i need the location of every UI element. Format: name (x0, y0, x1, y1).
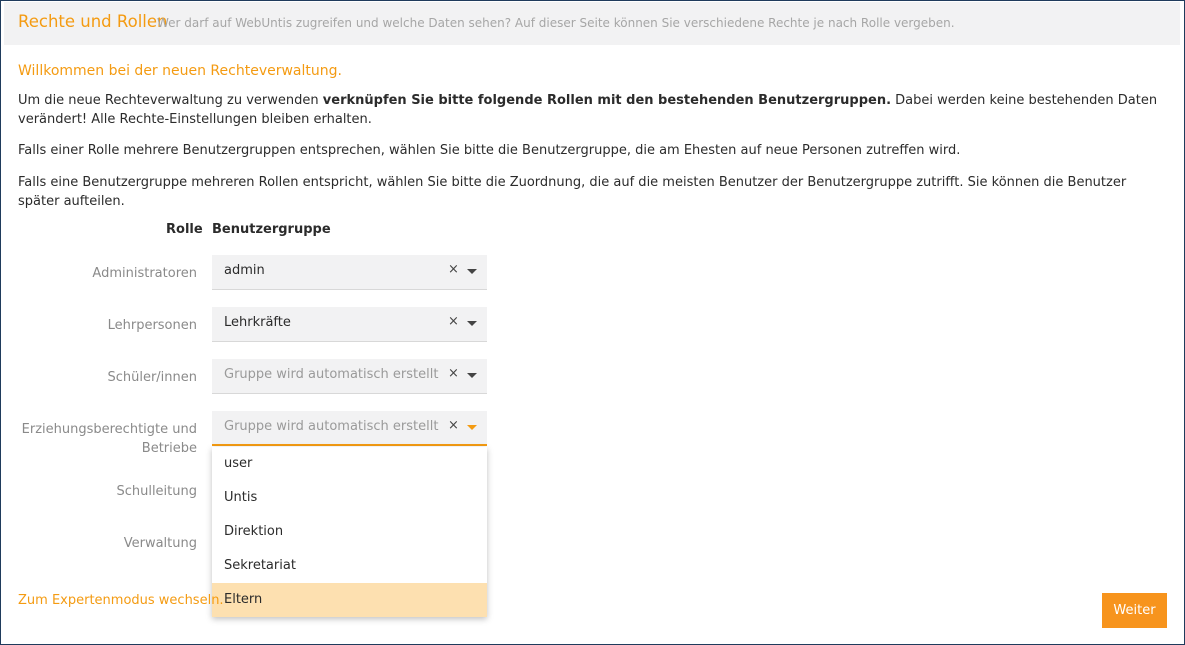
chevron-down-icon[interactable] (467, 321, 477, 326)
intro-paragraph-1 (18, 91, 1168, 129)
welcome-heading: Willkommen bei der neuen Rechteverwaltung. (18, 63, 342, 79)
role-label-lehrpersonen: Lehrpersonen (107, 318, 197, 333)
group-column-header: Benutzergruppe (212, 222, 331, 237)
role-label-verwaltung: Verwaltung (123, 536, 197, 551)
group-select-lehrpersonen[interactable] (212, 307, 487, 342)
group-dropdown-menu (212, 447, 487, 617)
select-placeholder: Gruppe wird automatisch erstellt (224, 419, 439, 434)
role-label-schueler: Schüler/innen (107, 370, 197, 385)
intro-text-start: Um die neue Rechteverwaltung zu verwenden (18, 93, 323, 108)
group-select-schueler[interactable] (212, 359, 487, 394)
chevron-down-icon[interactable] (467, 373, 477, 378)
chevron-down-icon[interactable] (467, 425, 477, 430)
role-label-schulleitung: Schulleitung (116, 484, 197, 499)
dropdown-option-user[interactable]: user (224, 456, 253, 471)
page-title: Rechte und Rollen (18, 12, 168, 31)
dropdown-option-direktion[interactable]: Direktion (224, 524, 284, 539)
intro-paragraph-2: Falls einer Rolle mehrere Benutzergruppen entsprechen, wählen Sie bitte die Benutzergruppe, die am Ehesten auf neue Personen zutreffen wird. (18, 143, 961, 158)
select-value: admin (224, 263, 265, 278)
group-select-erziehungsberechtigte[interactable] (212, 411, 487, 446)
select-placeholder: Gruppe wird automatisch erstellt (224, 367, 439, 382)
clear-icon[interactable]: × (448, 262, 459, 277)
dropdown-option-sekretariat[interactable]: Sekretariat (224, 558, 296, 573)
role-label-administratoren: Administratoren (92, 266, 197, 281)
clear-icon[interactable]: × (448, 366, 459, 381)
role-column-header: Rolle (166, 222, 203, 237)
select-value: Lehrkräfte (224, 315, 291, 330)
role-label-erziehungsberechtigte: Erziehungsberechtigte und Betriebe (21, 422, 197, 456)
next-button[interactable]: Weiter (1102, 593, 1167, 628)
clear-icon[interactable]: × (448, 418, 459, 433)
expert-mode-link[interactable]: Zum Expertenmodus wechseln. (18, 593, 224, 608)
page-header (4, 2, 1180, 45)
group-select-administratoren[interactable] (212, 255, 487, 290)
dropdown-option-untis[interactable]: Untis (224, 490, 258, 505)
dropdown-option-eltern[interactable]: Eltern (212, 583, 487, 617)
chevron-down-icon[interactable] (467, 269, 477, 274)
intro-text-bold: verknüpfen Sie bitte folgende Rollen mit den bestehenden Benutzergruppen. (322, 93, 892, 108)
clear-icon[interactable]: × (448, 314, 459, 329)
intro-paragraph-3: Falls eine Benutzergruppe mehreren Rollen entspricht, wählen Sie bitte die Zuordnung, die auf die meisten Benutzer der Benutzergruppe zutrifft. Sie können die Benutzer später aufteilen. (18, 175, 1127, 209)
intro-text-end: Dabei werden keine bestehenden Daten verändert! Alle Rechte-Einstellungen bleiben erhalten. (18, 93, 1158, 127)
page-subtitle: Wer darf auf WebUntis zugreifen und welche Daten sehen? Auf dieser Seite können Sie verschiedene Rechte je nach Rolle vergeben. (157, 16, 955, 30)
